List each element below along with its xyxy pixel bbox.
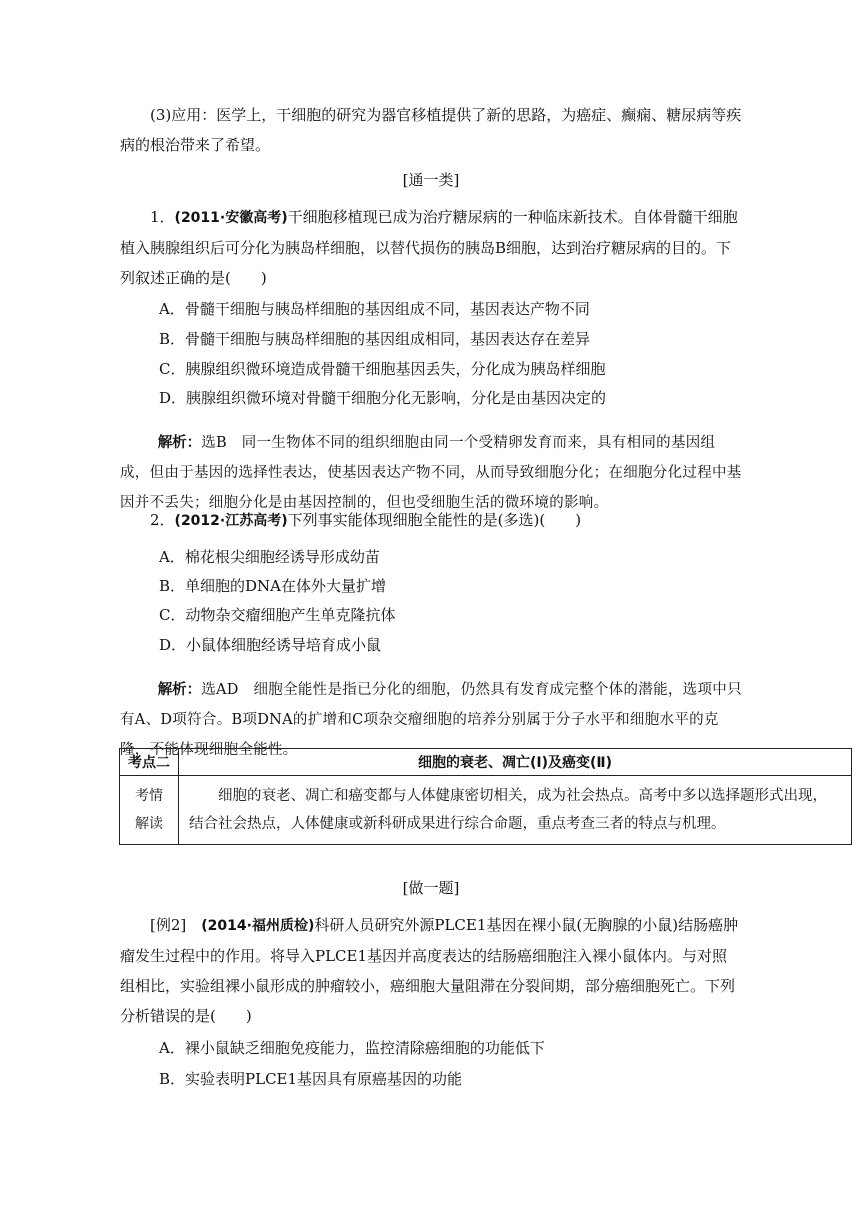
question-1-number: 1． <box>150 208 175 226</box>
question-1-stem <box>120 202 742 293</box>
question-1-analysis <box>120 428 742 518</box>
question-1-source: (2011·安徽高考) <box>174 210 288 226</box>
question-2-source: (2012·江苏高考) <box>174 513 288 529</box>
table-header-left: 考点二 <box>120 749 179 776</box>
question-1-analysis-text: 选B 同一生物体不同的组织细胞由同一个受精卵发育而来，具有相同的基因组成，但由于基因的选择性表达，使基因表达产物不同，从而导致细胞分化；在细胞分化过程中基因并不丢失；细胞分化是由基因控制的，但也受细胞生活的微环境的影响。 <box>120 434 742 511</box>
example-2-option-a: A．裸小鼠缺乏细胞免疫能力，监控清除癌细胞的功能低下 <box>159 1039 545 1057</box>
question-2-option-c: C．动物杂交瘤细胞产生单克隆抗体 <box>159 606 396 624</box>
example-2-label: [例2] <box>150 916 187 934</box>
question-1-option-d: D．胰腺组织微环境对骨髓干细胞分化无影响，分化是由基因决定的 <box>159 389 607 407</box>
example-2-option-b: B．实验表明PLCE1基因具有原癌基因的功能 <box>159 1070 463 1088</box>
table-row-label <box>120 776 179 845</box>
question-2-analysis-text: 选AD 细胞全能性是指已分化的细胞，仍然具有发育成完整个体的潜能，选项中只有A、D项符合。B项DNA的扩增和C项杂交瘤细胞的培养分别属于分子水平和细胞水平的克隆，不能体现细胞全能性。 <box>120 681 742 758</box>
question-2-text: 下列事实能体现细胞全能性的是(多选)( ) <box>287 511 582 529</box>
example-2-source: (2014·福州质检) <box>201 918 315 934</box>
intro-paragraph: (3)应用：医学上，干细胞的研究为器官移植提供了新的思路，为癌症、癫痫、糖尿病等疾病的根治带来了希望。 <box>120 106 742 154</box>
table-row-text: 细胞的衰老、凋亡和癌变都与人体健康密切相关，成为社会热点。高考中多以选择题形式出现，结合社会热点，人体健康或新科研成果进行综合命题，重点考查三者的特点与机理。 <box>179 776 852 845</box>
question-1-text: 干细胞移植现已成为治疗糖尿病的一种临床新技术。自体骨髓干细胞植入胰腺组织后可分化为胰岛样细胞，以替代损伤的胰岛B细胞，达到治疗糖尿病的目的。下列叙述正确的是( ) <box>120 208 738 287</box>
exam-point-table <box>119 748 852 845</box>
table-row-label-line2: 解读 <box>135 816 163 832</box>
analysis-label: 解析： <box>157 434 202 451</box>
question-1-option-c: C．胰腺组织微环境造成骨髓干细胞基因丢失，分化成为胰岛样细胞 <box>159 360 606 378</box>
question-2-number: 2． <box>150 511 175 529</box>
question-2-option-d: D．小鼠体细胞经诱导培育成小鼠 <box>159 636 382 654</box>
question-1-option-a: A．骨髓干细胞与胰岛样细胞的基因组成不同，基因表达产物不同 <box>159 300 590 318</box>
question-2-option-a: A．棉花根尖细胞经诱导形成幼苗 <box>159 548 380 566</box>
example-2-stem <box>120 910 742 1031</box>
question-2-stem <box>120 505 742 536</box>
section-heading-zuoyiti: [做一题] <box>402 879 460 897</box>
table-row-label-line1: 考情 <box>135 788 163 804</box>
table-header-right: 细胞的衰老、凋亡(Ⅰ)及癌变(Ⅱ) <box>179 749 852 776</box>
section-heading-tongyilei: [通一类] <box>402 171 460 189</box>
question-1-option-b: B．骨髓干细胞与胰岛样细胞的基因组成相同，基因表达存在差异 <box>159 330 591 348</box>
example-2-text: 科研人员研究外源PLCE1基因在裸小鼠(无胸腺的小鼠)结肠癌肿瘤发生过程中的作用。将导入PLCE1基因并高度表达的结肠癌细胞注入裸小鼠体内。与对照组相比，实验组裸小鼠形成的肿瘤较小，癌细胞大量阻滞在分裂间期，部分癌细胞死亡。下列分析错误的是( ) <box>120 916 739 1025</box>
analysis-label: 解析： <box>157 681 202 698</box>
question-2-option-b: B．单细胞的DNA在体外大量扩增 <box>159 577 387 595</box>
